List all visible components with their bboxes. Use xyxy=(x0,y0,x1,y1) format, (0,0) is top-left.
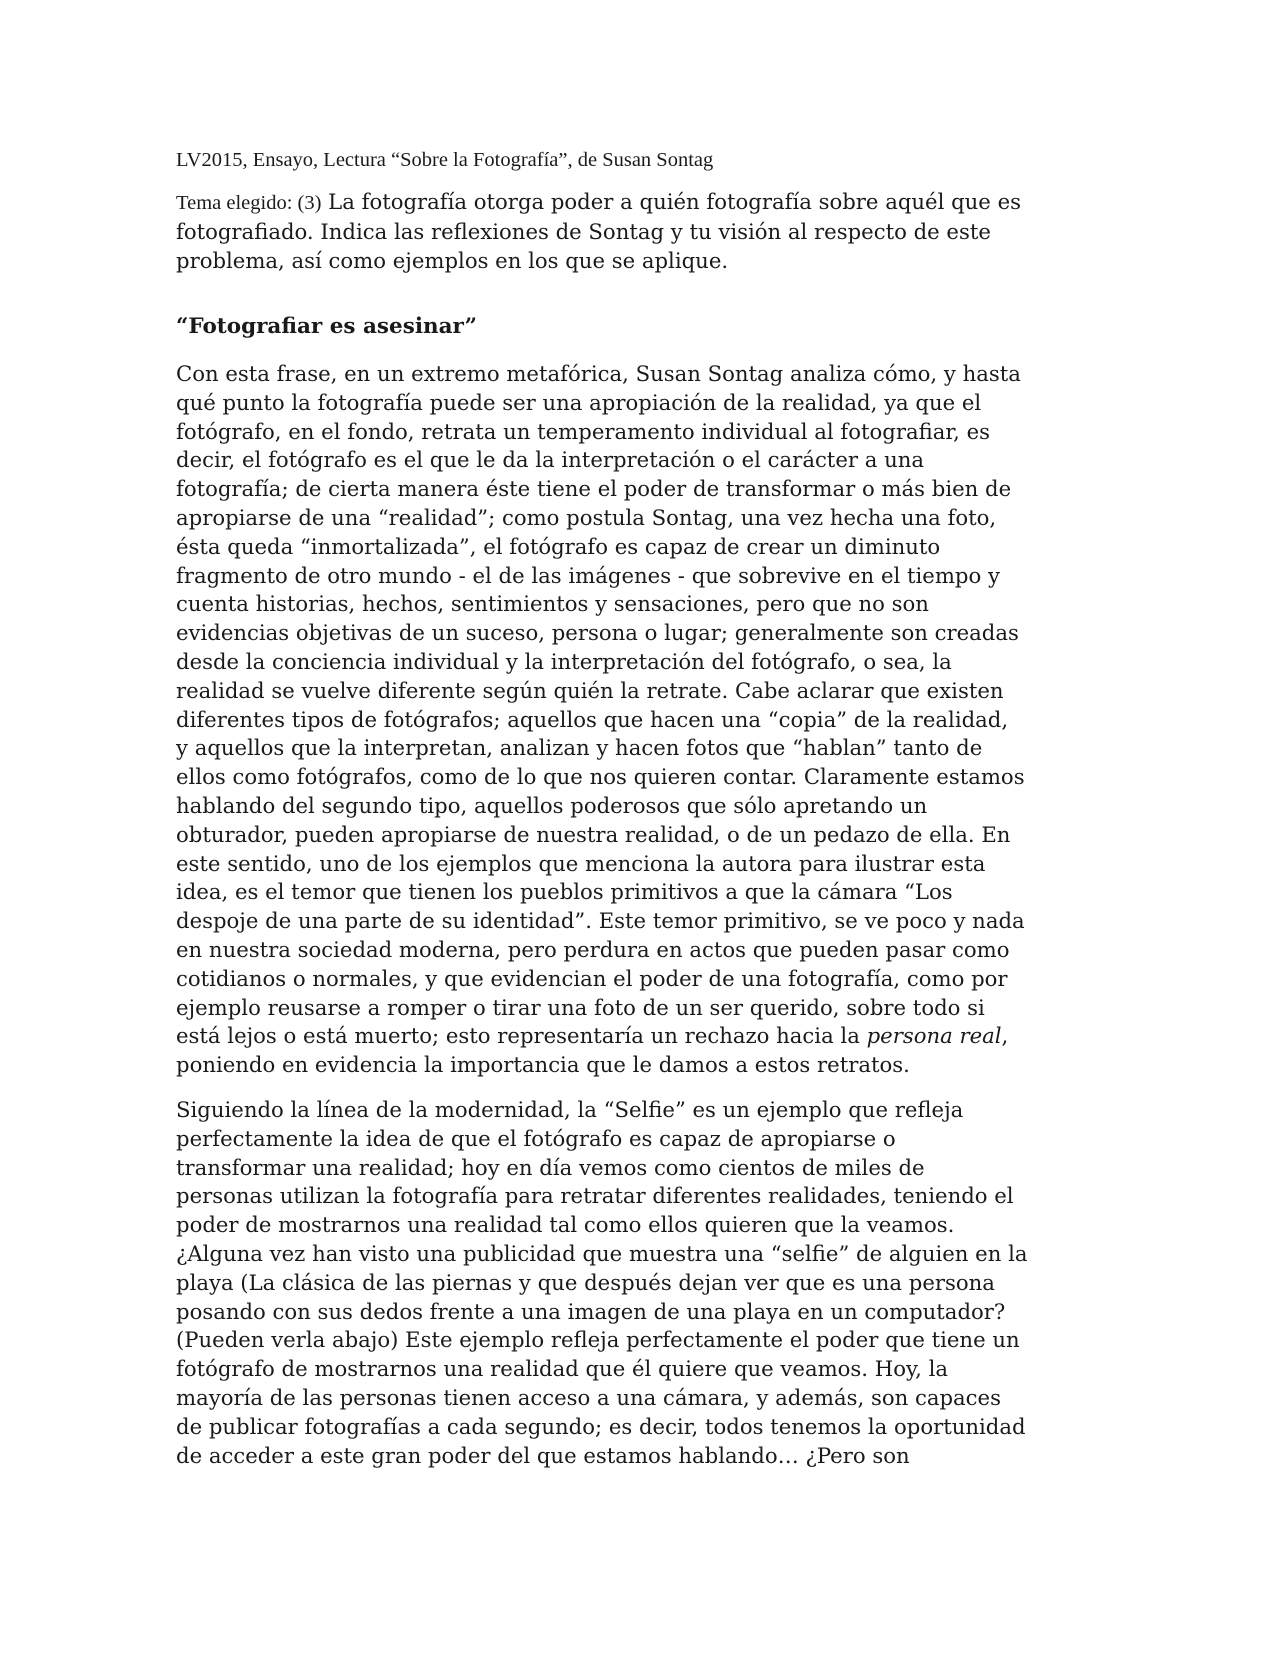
text-line: este sentido, uno de los ejemplos que menciona la autora para ilustrar esta xyxy=(176,850,986,876)
text-segment: , xyxy=(1001,1023,1009,1049)
document-header: LV2015, Ensayo, Lectura “Sobre la Fotografía”, de Susan Sontag xyxy=(176,149,714,171)
text-line: poniendo en evidencia la importancia que le damos a estos retratos. xyxy=(176,1052,910,1078)
text-line: en nuestra sociedad moderna, pero perdura en actos que pueden pasar como xyxy=(176,936,1010,962)
text-line: transformar una realidad; hoy en día vemos como cientos de miles de xyxy=(176,1154,925,1180)
text-line: cuenta historias, hechos, sentimientos y sensaciones, pero que no son xyxy=(176,591,929,617)
text-line: qué punto la fotografía puede ser una apropiación de la realidad, ya que el xyxy=(176,389,982,415)
text-line: de publicar fotografías a cada segundo; es decir, todos tenemos la oportunidad xyxy=(176,1413,1026,1439)
text-line: posando con sus dedos frente a una imagen de una playa en un computador? xyxy=(176,1298,1006,1324)
text-line: fragmento de otro mundo - el de las imágenes - que sobrevive en el tiempo y xyxy=(176,562,1000,588)
emphasis-persona-real: persona real xyxy=(866,1023,1002,1049)
text-line: apropiarse de una “realidad”; como postula Sontag, una vez hecha una foto, xyxy=(176,504,997,530)
text-line: y aquellos que la interpretan, analizan y hacen fotos que “hablan” tanto de xyxy=(176,735,983,761)
paragraph-2 xyxy=(176,1096,1176,1470)
text-line: ellos como fotógrafos, como de lo que nos quieren contar. Claramente estamos xyxy=(176,764,1025,790)
text-line: decir, el fotógrafo es el que le da la interpretación o el carácter a una xyxy=(176,447,925,473)
text-line: personas utilizan la fotografía para retratar diferentes realidades, teniendo el xyxy=(176,1183,1014,1209)
text-line: perfectamente la idea de que el fotógrafo es capaz de apropiarse o xyxy=(176,1125,896,1151)
topic-label: Tema elegido: (3) xyxy=(176,192,322,214)
text-line: ¿Alguna vez han visto una publicidad que muestra una “selfie” de alguien en la xyxy=(176,1240,1028,1266)
topic-line: La fotografía otorga poder a quién fotografía sobre aquél que es xyxy=(328,189,1021,214)
text-line: poder de mostrarnos una realidad tal como ellos quieren que la veamos. xyxy=(176,1212,955,1238)
text-line: de acceder a este gran poder del que estamos hablando… ¿Pero son xyxy=(176,1442,910,1468)
essay-title: “Fotografiar es asesinar” xyxy=(176,314,478,339)
text-line: desde la conciencia individual y la interpretación del fotógrafo, o sea, la xyxy=(176,648,952,674)
text-line: diferentes tipos de fotógrafos; aquellos que hacen una “copia” de la realidad, xyxy=(176,706,1009,732)
text-line: Siguiendo la línea de la modernidad, la “Selfie” es un ejemplo que refleja xyxy=(176,1097,964,1122)
paragraph-1 xyxy=(176,360,1176,1080)
text-line: idea, es el temor que tienen los pueblos primitivos a que la cámara “Los xyxy=(176,879,953,905)
text-line: playa (La clásica de las piernas y que después dejan ver que es una persona xyxy=(176,1269,995,1295)
text-line: hablando del segundo tipo, aquellos poderosos que sólo apretando un xyxy=(176,792,928,818)
text-line: ésta queda “inmortalizada”, el fotógrafo es capaz de crear un diminuto xyxy=(176,533,941,559)
text-segment: está lejos o está muerto; esto representaría un rechazo hacia la xyxy=(176,1023,867,1049)
text-line: (Pueden verla abajo) Este ejemplo refleja perfectamente el poder que tiene un xyxy=(176,1327,1020,1353)
text-line: ejemplo reusarse a romper o tirar una foto de un ser querido, sobre todo si xyxy=(176,994,985,1020)
text-line: Con esta frase, en un extremo metafórica, Susan Sontag analiza cómo, y hasta xyxy=(176,361,1021,386)
text-line: mayoría de las personas tienen acceso a una cámara, y además, son capaces xyxy=(176,1384,1001,1410)
topic-line: fotografiado. Indica las reflexiones de Sontag y tu visión al respecto de este xyxy=(176,218,991,244)
text-line: despoje de una parte de su identidad”. Este temor primitivo, se ve poco y nada xyxy=(176,908,1025,934)
text-line: fotógrafo de mostrarnos una realidad que él quiere que veamos. Hoy, la xyxy=(176,1356,949,1382)
text-line: evidencias objetivas de un suceso, persona o lugar; generalmente son creadas xyxy=(176,620,1019,646)
text-line: obturador, pueden apropiarse de nuestra realidad, o de un pedazo de ella. En xyxy=(176,821,1011,847)
text-line: cotidianos o normales, y que evidencian el poder de una fotografía, como por xyxy=(176,965,1008,991)
text-line xyxy=(176,1022,1176,1051)
text-line: realidad se vuelve diferente según quién la retrate. Cabe aclarar que existen xyxy=(176,677,1004,703)
text-line: fotografía; de cierta manera éste tiene el poder de transformar o más bien de xyxy=(176,476,1012,502)
text-line: fotógrafo, en el fondo, retrata un temperamento individual al fotografiar, es xyxy=(176,418,991,444)
topic-line: problema, así como ejemplos en los que se aplique. xyxy=(176,247,729,273)
chosen-topic xyxy=(176,188,1176,275)
